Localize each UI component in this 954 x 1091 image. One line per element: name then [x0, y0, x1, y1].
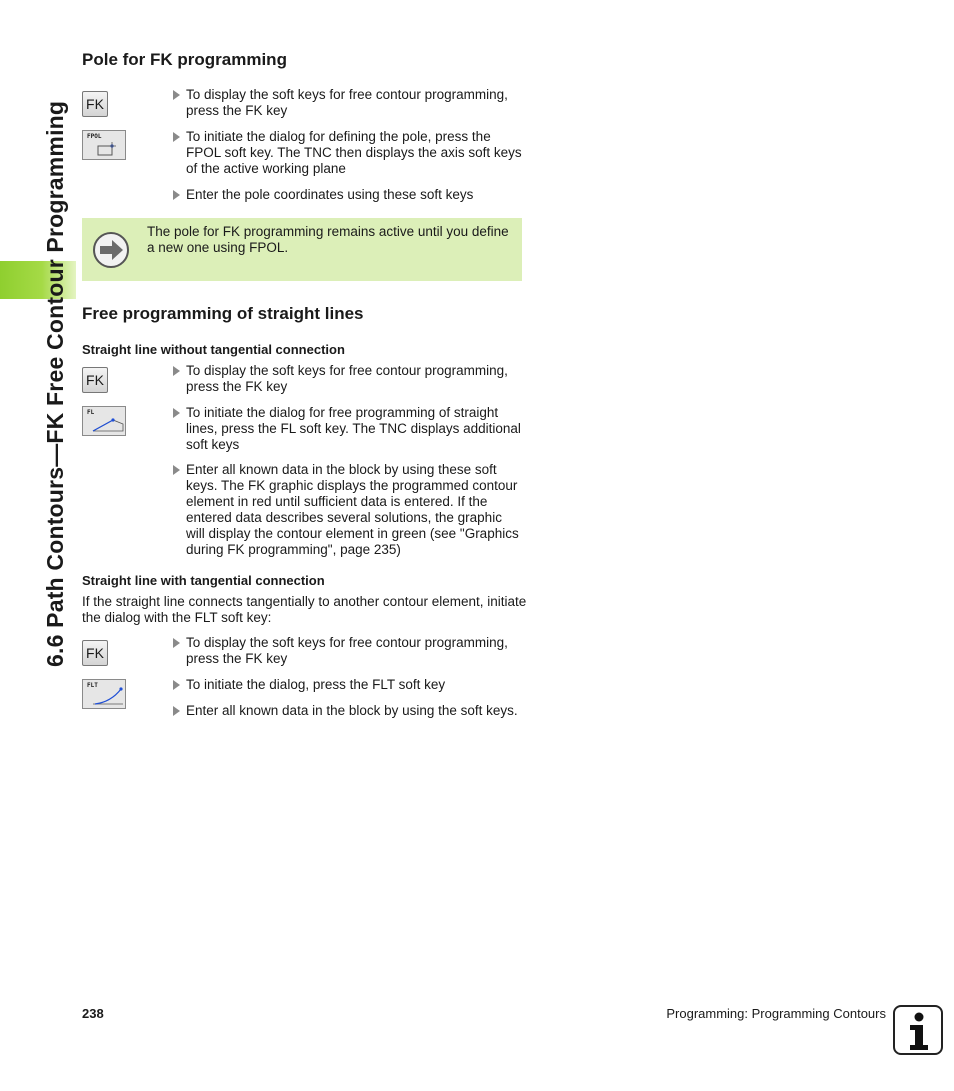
footer-section-title: Programming: Programming Contours — [666, 1006, 886, 1021]
flt-soft-key[interactable] — [82, 679, 126, 709]
fk-key[interactable]: FK — [82, 91, 108, 117]
page-number: 238 — [82, 1006, 104, 1021]
info-glyph-icon — [895, 1007, 941, 1053]
fl-soft-key[interactable] — [82, 406, 126, 436]
section-heading-straight-lines: Free programming of straight lines — [82, 304, 364, 323]
step-item: Enter all known data in the block by using the soft keys. — [172, 703, 524, 719]
bullet-arrow-icon — [173, 680, 180, 690]
subheading-no-tangential: Straight line without tangential connection — [82, 342, 345, 357]
bullet-arrow-icon — [173, 90, 180, 100]
tangential-line-icon — [83, 680, 127, 710]
bullet-arrow-icon — [173, 465, 180, 475]
bullet-arrow-icon — [173, 638, 180, 648]
step-item: Enter all known data in the block by using these soft keys. The FK graphic displays the programmed contour element in red until sufficient data is entered. If the entered data describes several solutions, the graphic will display the contour element in green (see "Graphics during FK programming", page 235) — [172, 462, 524, 558]
soft-key-label: FL — [87, 409, 95, 416]
arrow-right-icon — [92, 231, 130, 269]
fk-key[interactable]: FK — [82, 367, 108, 393]
bullet-arrow-icon — [173, 132, 180, 142]
step-item: To initiate the dialog for free programming of straight lines, press the FL soft key. The TNC displays additional soft keys — [172, 405, 524, 453]
step-item: To display the soft keys for free contour programming, press the FK key — [172, 635, 524, 667]
soft-key-label: FPOL — [87, 133, 102, 140]
note-text: The pole for FK programming remains active until you define a new one using FPOL. — [147, 224, 509, 255]
step-item: To display the soft keys for free contour programming, press the FK key — [172, 87, 524, 119]
step-item: Enter the pole coordinates using these soft keys — [172, 187, 524, 203]
step-item: To display the soft keys for free contour programming, press the FK key — [172, 363, 524, 395]
pole-icon — [83, 131, 127, 161]
fk-key[interactable]: FK — [82, 640, 108, 666]
fpol-soft-key[interactable] — [82, 130, 126, 160]
bullet-arrow-icon — [173, 408, 180, 418]
chapter-side-title: 6.6 Path Contours—FK Free Contour Programming — [42, 100, 68, 667]
paragraph: If the straight line connects tangentially to another contour element, initiate the dialog with the FLT soft key: — [82, 594, 527, 625]
straight-line-icon — [83, 407, 127, 437]
subheading-tangential: Straight line with tangential connection — [82, 573, 325, 588]
soft-key-label: FLT — [87, 682, 98, 689]
note-box — [82, 218, 522, 281]
info-icon[interactable] — [893, 1005, 943, 1055]
bullet-arrow-icon — [173, 190, 180, 200]
section-heading-pole: Pole for FK programming — [82, 50, 287, 69]
step-item: To initiate the dialog, press the FLT soft key — [172, 677, 524, 693]
step-item: To initiate the dialog for defining the pole, press the FPOL soft key. The TNC then displays the axis soft keys of the active working plane — [172, 129, 524, 177]
bullet-arrow-icon — [173, 366, 180, 376]
bullet-arrow-icon — [173, 706, 180, 716]
